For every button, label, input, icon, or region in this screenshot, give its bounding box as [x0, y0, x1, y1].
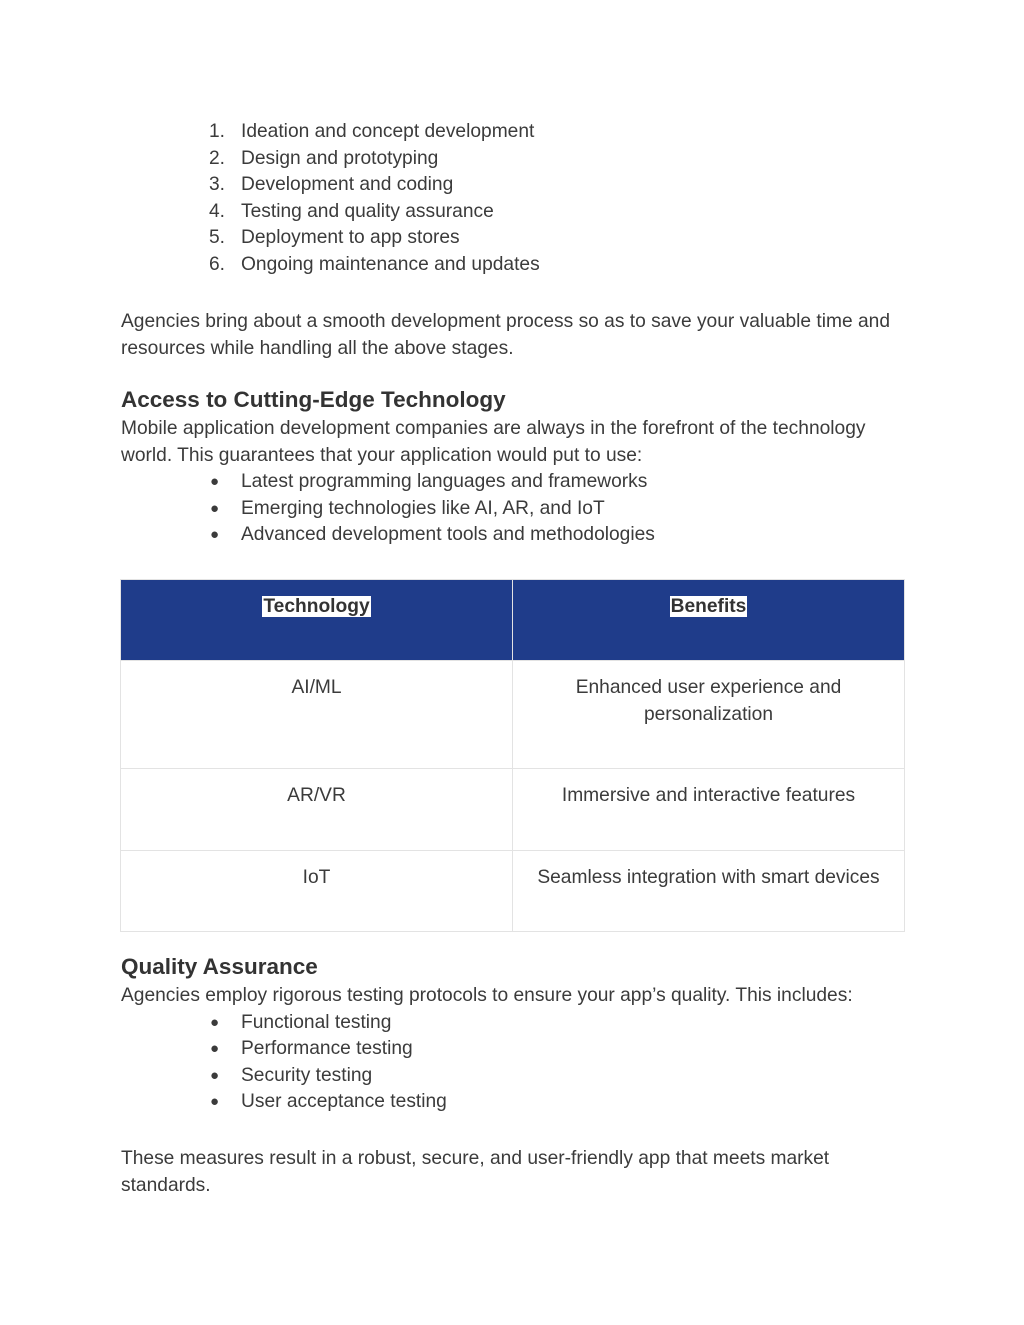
list-item	[121, 469, 921, 496]
list-item-text: Testing and quality assurance	[241, 200, 494, 222]
bullet-icon: ●	[210, 499, 220, 517]
tech-section-heading: Access to Cutting-Edge Technology	[121, 387, 506, 412]
table-cell: AI/ML	[121, 661, 513, 769]
table-row	[121, 661, 905, 769]
table-row	[121, 851, 905, 932]
qa-section-heading: Quality Assurance	[121, 954, 318, 979]
list-item-text: Advanced development tools and methodologies	[241, 524, 655, 546]
table-header-row	[121, 580, 905, 661]
list-number: 3.	[209, 174, 226, 196]
list-item	[121, 1010, 921, 1037]
qa-section-intro: Agencies employ rigorous testing protocols to ensure your app’s quality. This includes:	[121, 985, 853, 1006]
list-item-text: Functional testing	[241, 1011, 392, 1033]
list-item-text: Development and coding	[241, 174, 454, 196]
list-item-text: User acceptance testing	[241, 1091, 447, 1113]
list-item	[121, 252, 540, 279]
list-item	[121, 225, 540, 252]
tech-bullet-list	[121, 469, 921, 549]
column-header-benefits: Benefits	[670, 596, 747, 617]
list-item	[121, 1036, 921, 1063]
column-header-technology: Technology	[263, 596, 370, 617]
list-item-text: Security testing	[241, 1064, 373, 1086]
table-cell: Enhanced user experience and personalization	[513, 661, 905, 769]
list-item	[121, 119, 540, 146]
tech-section-body	[121, 416, 921, 549]
list-item	[121, 1063, 921, 1090]
table-header-cell	[513, 580, 905, 661]
list-number: 2.	[209, 147, 226, 169]
list-item	[121, 146, 540, 173]
bullet-icon: ●	[210, 526, 220, 544]
table-cell: Immersive and interactive features	[513, 769, 905, 851]
list-item	[121, 1089, 921, 1116]
development-steps-list	[121, 119, 540, 279]
bullet-icon: ●	[210, 1013, 220, 1031]
bullet-icon: ●	[210, 473, 220, 491]
list-item	[121, 172, 540, 199]
list-item	[121, 522, 921, 549]
table-header-cell	[121, 580, 513, 661]
table-row	[121, 769, 905, 851]
list-number: 6.	[209, 253, 226, 275]
bullet-icon: ●	[210, 1093, 220, 1111]
list-item-text: Latest programming languages and frameworks	[241, 471, 648, 493]
list-number: 1.	[209, 121, 226, 142]
bullet-icon: ●	[210, 1066, 220, 1084]
list-item-text: Deployment to app stores	[241, 227, 460, 249]
list-number: 5.	[209, 227, 226, 249]
qa-closing-paragraph: These measures result in a robust, secure, and user-friendly app that meets market standards.	[121, 1148, 830, 1196]
list-item-text: Design and prototyping	[241, 147, 439, 169]
list-item-text: Emerging technologies like AI, AR, and IoT	[241, 497, 605, 519]
qa-bullet-list	[121, 1010, 921, 1116]
table-cell: AR/VR	[121, 769, 513, 851]
tech-section-intro: Mobile application development companies are always in the forefront of the technology world. This guarantees that your application would put to use:	[121, 418, 866, 466]
list-item	[121, 496, 921, 523]
list-item-text: Ongoing maintenance and updates	[241, 253, 540, 275]
list-item-text: Performance testing	[241, 1038, 413, 1060]
list-number: 4.	[209, 200, 226, 222]
steps-summary-paragraph: Agencies bring about a smooth development process so as to save your valuable time and resources while handling all the above stages.	[121, 311, 891, 359]
technology-benefits-table	[120, 579, 905, 932]
table-cell: IoT	[121, 851, 513, 932]
bullet-icon: ●	[210, 1040, 220, 1058]
list-item	[121, 199, 540, 226]
list-item-text: Ideation and concept development	[241, 121, 535, 142]
qa-section-body	[121, 983, 921, 1116]
table-cell: Seamless integration with smart devices	[513, 851, 905, 932]
